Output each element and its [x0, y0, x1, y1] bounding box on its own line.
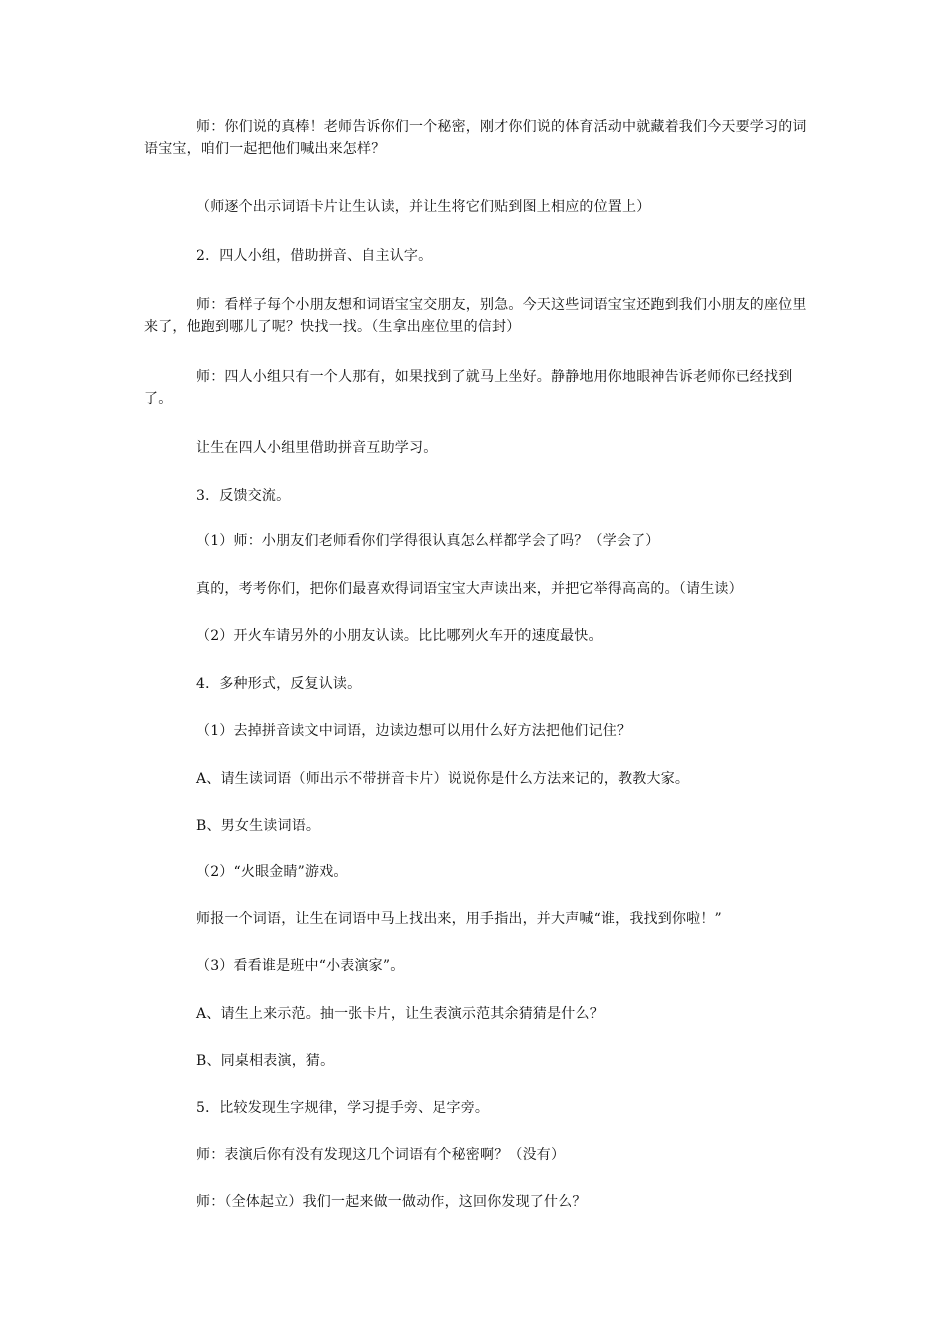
paragraph-13: A、请生读词语（师出示不带拼音卡片）说说你是什么方法来记的，教教大家。: [196, 771, 690, 787]
paragraph-7: 3．反馈交流。: [196, 488, 291, 504]
paragraph-15: （2）“火眼金睛”游戏。: [196, 864, 348, 880]
paragraph-8: （1）师：小朋友们老师看你们学得很认真怎么样都学会了吗？（学会了）: [196, 533, 660, 549]
paragraph-2: （师逐个出示词语卡片让生认读，并让生将它们贴到图上相应的位置上）: [196, 199, 651, 215]
paragraph-16: 师报一个词语，让生在词语中马上找出来，用手指出，并大声喊“谁，我找到你啦！”: [196, 911, 722, 927]
paragraph-1: 师：你们说的真棒！老师告诉你们一个秘密，刚才你们说的体育活动中就藏着我们今天要学习的词语宝宝，咱们一起把他们喊出来怎样？: [144, 119, 807, 157]
paragraph-4: 师：看样子每个小朋友想和词语宝宝交朋友，别急。今天这些词语宝宝还跑到我们小朋友的座位里来了，他跑到哪儿了呢？快找一找。（生拿出座位里的信封）: [144, 297, 807, 335]
paragraph-18: A、请生上来示范。抽一张卡片，让生表演示范其余猜猜是什么？: [196, 1006, 604, 1022]
paragraph-20: 5．比较发现生字规律，学习提手旁、足字旁。: [196, 1100, 490, 1116]
paragraph-9: 真的，考考你们，把你们最喜欢得词语宝宝大声读出来，并把它举得高高的。（请生读）: [196, 581, 743, 597]
paragraph-21: 师：表演后你有没有发现这几个词语有个秘密啊？（没有）: [196, 1147, 566, 1163]
paragraph-17: （3）看看谁是班中“小表演家”。: [196, 958, 405, 974]
paragraph-6: 让生在四人小组里借助拼音互助学习。: [196, 440, 438, 456]
paragraph-3: 2．四人小组，借助拼音、自主认字。: [196, 248, 433, 264]
paragraph-10: （2）开火车请另外的小朋友认读。比比哪列火车开的速度最快。: [196, 628, 603, 644]
paragraph-5: 师：四人小组只有一个人那有，如果找到了就马上坐好。静静地用你地眼神告诉老师你已经找到了。: [144, 369, 793, 407]
paragraph-14: B、男女生读词语。: [196, 818, 321, 834]
paragraph-19: B、同桌相表演，猜。: [196, 1053, 335, 1069]
paragraph-12: （1）去掉拼音读文中词语，边读边想可以用什么好方法把他们记住？: [196, 723, 632, 739]
paragraph-22: 师：（全体起立）我们一起来做一做动作，这回你发现了什么？: [196, 1194, 587, 1210]
paragraph-11: 4．多种形式，反复认读。: [196, 676, 362, 692]
